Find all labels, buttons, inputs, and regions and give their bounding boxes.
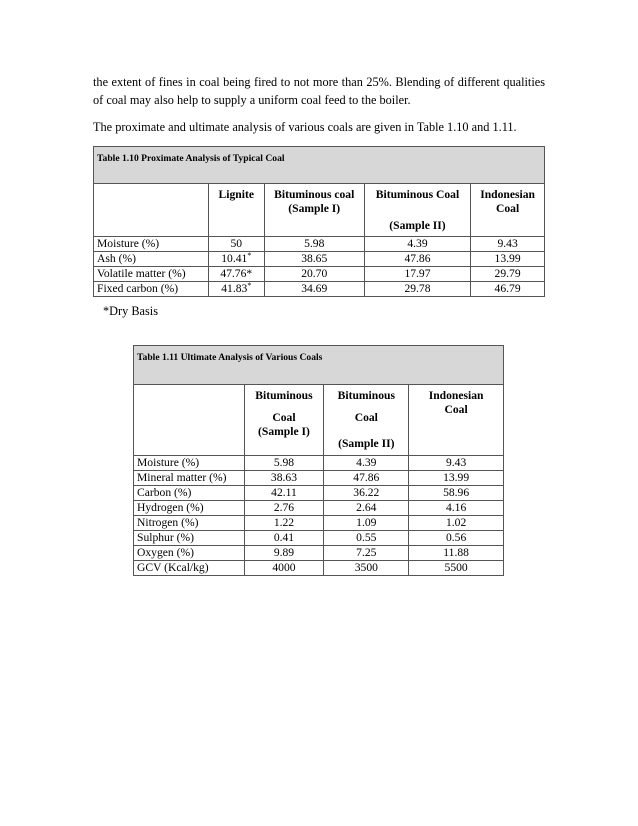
header-spacer [368, 202, 467, 219]
header-text: Indonesian [480, 188, 535, 201]
header-bituminous-1 [244, 385, 324, 456]
cell-bituminous-2: 0.55 [324, 531, 409, 546]
cell-bituminous-2: 7.25 [324, 546, 409, 561]
table-row [134, 486, 504, 501]
table-row [94, 252, 545, 267]
cell-bituminous-1: 4000 [244, 561, 324, 576]
cell-bituminous-1: 42.11 [244, 486, 324, 501]
table-row [134, 561, 504, 576]
cell-value: 50 [230, 237, 243, 250]
dry-basis-mark: * [247, 281, 252, 290]
cell-indonesian: 5500 [409, 561, 504, 576]
table-caption: Table 1.11 Ultimate Analysis of Various Coals [134, 346, 504, 385]
table-row [94, 237, 545, 252]
header-indonesian [471, 184, 545, 237]
cell-bituminous-2: 47.86 [364, 252, 470, 267]
header-text: (Sample I) [258, 425, 310, 438]
cell-value: 10.41 [221, 252, 248, 265]
cell-indonesian: 0.56 [409, 531, 504, 546]
header-bituminous-2 [364, 184, 470, 237]
body-paragraph-fines: the extent of fines in coal being fired to not more than 25%. Blending of different qualities of coal may also help to supply a uniform coal feed to the boiler. [93, 75, 545, 107]
cell-lignite [208, 282, 264, 297]
cell-lignite [208, 267, 264, 282]
cell-bituminous-2: 29.78 [364, 282, 470, 297]
cell-lignite [208, 252, 264, 267]
row-label: Carbon (%) [134, 486, 245, 501]
row-label: Oxygen (%) [134, 546, 245, 561]
cell-indonesian: 58.96 [409, 486, 504, 501]
table-ultimate-analysis [133, 345, 504, 576]
header-text: Coal [354, 411, 378, 424]
header-spacer [327, 403, 405, 411]
header-text: Bituminous Coal [375, 188, 460, 201]
row-label: Moisture (%) [94, 237, 209, 252]
cell-indonesian: 13.99 [471, 252, 545, 267]
cell-bituminous-1: 5.98 [244, 456, 324, 471]
table-proximate-analysis [93, 146, 545, 297]
row-label: Nitrogen (%) [134, 516, 245, 531]
header-text: Coal [272, 411, 296, 424]
table-row [134, 546, 504, 561]
cell-bituminous-2: 47.86 [324, 471, 409, 486]
header-lignite: Lignite [208, 184, 264, 237]
cell-indonesian: 46.79 [471, 282, 545, 297]
cell-indonesian: 9.43 [409, 456, 504, 471]
header-text: (Sample II) [338, 437, 395, 450]
cell-value: 41.83 [221, 282, 248, 295]
table-row [134, 471, 504, 486]
cell-indonesian: 1.02 [409, 516, 504, 531]
header-text: Indonesian [428, 389, 484, 402]
header-spacer [327, 425, 405, 437]
header-text: (Sample I) [288, 202, 341, 215]
cell-bituminous-2: 4.39 [324, 456, 409, 471]
header-text: Coal [496, 202, 520, 215]
cell-bituminous-2: 17.97 [364, 267, 470, 282]
table-caption: Table 1.10 Proximate Analysis of Typical Coal [94, 147, 545, 184]
header-bituminous-2 [324, 385, 409, 456]
cell-bituminous-1: 0.41 [244, 531, 324, 546]
header-text: (Sample II) [389, 219, 446, 232]
cell-bituminous-1: 38.63 [244, 471, 324, 486]
cell-bituminous-2: 4.39 [364, 237, 470, 252]
header-indonesian [409, 385, 504, 456]
table-row [134, 501, 504, 516]
table-row [134, 456, 504, 471]
header-text: Bituminous coal [274, 188, 355, 201]
header-text: Coal [444, 403, 468, 416]
table-row [94, 267, 545, 282]
cell-bituminous-2: 1.09 [324, 516, 409, 531]
cell-value: 47.76* [220, 267, 253, 280]
header-blank-cell [94, 184, 209, 237]
dry-basis-note: *Dry Basis [103, 304, 158, 318]
header-text: Bituminous [255, 389, 313, 402]
cell-bituminous-1: 2.76 [244, 501, 324, 516]
table-row [134, 516, 504, 531]
cell-bituminous-1: 38.65 [264, 252, 364, 267]
header-text: Bituminous [337, 389, 395, 402]
row-label: Sulphur (%) [134, 531, 245, 546]
header-spacer [248, 403, 321, 411]
cell-indonesian: 4.16 [409, 501, 504, 516]
table-row [134, 531, 504, 546]
cell-bituminous-1: 5.98 [264, 237, 364, 252]
row-label: Hydrogen (%) [134, 501, 245, 516]
cell-indonesian: 29.79 [471, 267, 545, 282]
row-label: Volatile matter (%) [94, 267, 209, 282]
header-blank-cell [134, 385, 245, 456]
table-row [94, 282, 545, 297]
cell-bituminous-1: 1.22 [244, 516, 324, 531]
row-label: Fixed carbon (%) [94, 282, 209, 297]
cell-bituminous-2: 2.64 [324, 501, 409, 516]
cell-indonesian: 11.88 [409, 546, 504, 561]
cell-bituminous-1: 9.89 [244, 546, 324, 561]
header-bituminous-1 [264, 184, 364, 237]
body-paragraph-intro: The proximate and ultimate analysis of various coals are given in Table 1.10 and 1.11. [93, 120, 517, 134]
row-label: Mineral matter (%) [134, 471, 245, 486]
cell-bituminous-2: 36.22 [324, 486, 409, 501]
row-label: Moisture (%) [134, 456, 245, 471]
cell-bituminous-1: 34.69 [264, 282, 364, 297]
cell-indonesian: 13.99 [409, 471, 504, 486]
dry-basis-mark: * [247, 251, 252, 260]
cell-lignite [208, 237, 264, 252]
row-label: Ash (%) [94, 252, 209, 267]
cell-indonesian: 9.43 [471, 237, 545, 252]
row-label: GCV (Kcal/kg) [134, 561, 245, 576]
cell-bituminous-1: 20.70 [264, 267, 364, 282]
cell-bituminous-2: 3500 [324, 561, 409, 576]
